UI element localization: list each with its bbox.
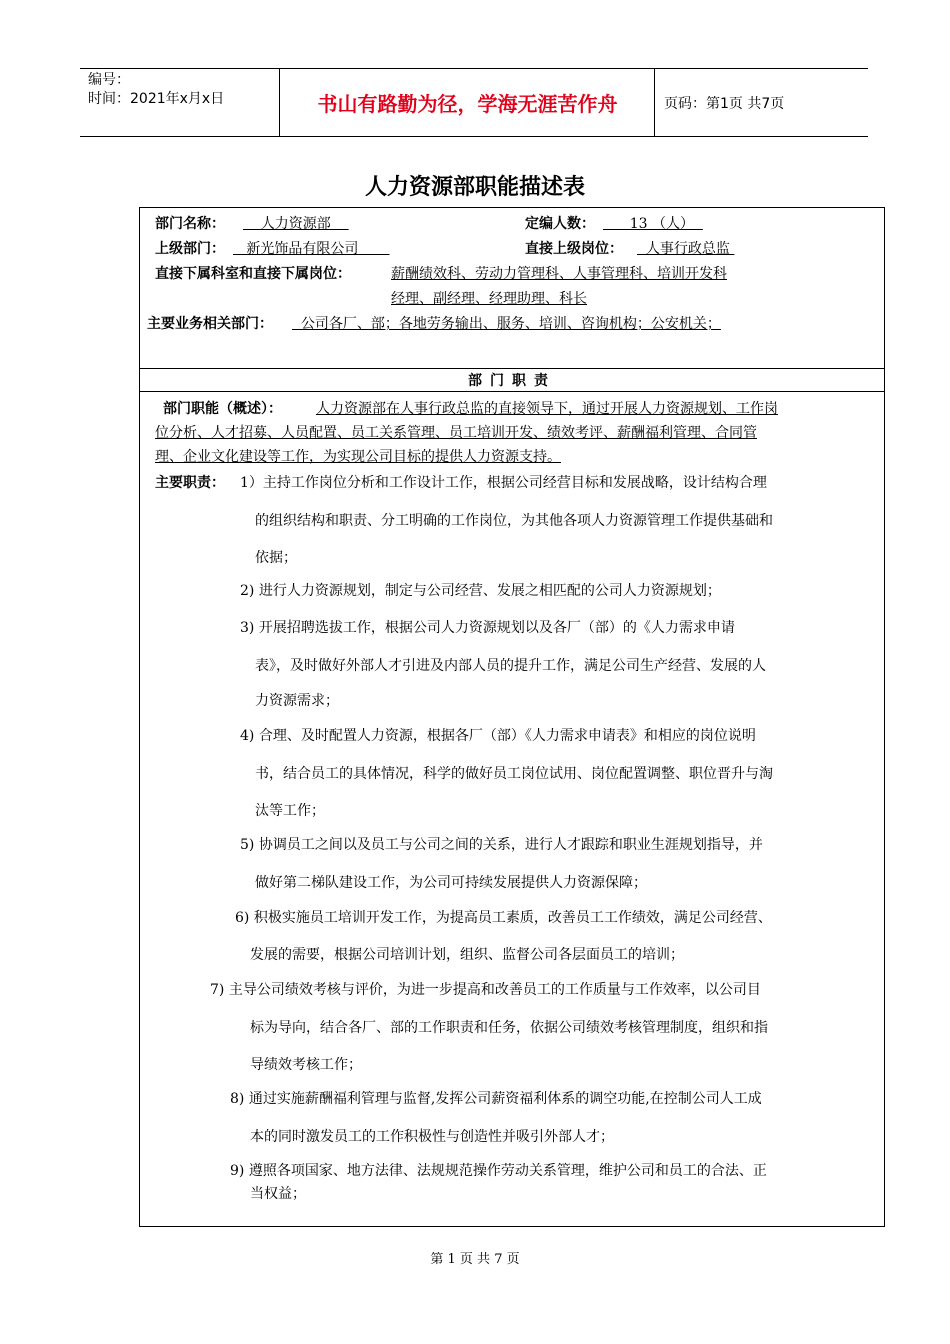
duty-line: 7) 主导公司绩效考核与评价，为进一步提高和改善员工的工作质量与工作效率，以公司目 <box>210 982 761 998</box>
duty-line: 力资源需求； <box>255 693 339 709</box>
section-title: 部门职责 <box>468 373 556 389</box>
duty-line: 做好第二梯队建设工作，为公司可持续发展提供人力资源保障； <box>255 875 647 891</box>
dept-name-value: 人力资源部 <box>243 216 349 232</box>
table-divider <box>139 368 885 369</box>
duty-line: 5) 协调员工之间以及员工与公司之间的关系，进行人才跟踪和职业生涯规划指导，并 <box>240 837 763 853</box>
related-depts-label: 主要业务相关部门： <box>147 316 273 332</box>
duty-line: 导绩效考核工作； <box>250 1057 362 1073</box>
duties-label: 主要职责： <box>155 475 225 491</box>
duty-line: 3) 开展招聘选拔工作，根据公司人力资源规划以及各厂（部）的《人力需求申请 <box>240 620 735 636</box>
table-divider <box>139 391 885 392</box>
duty-line: 依据； <box>255 550 297 566</box>
page-title: 人力资源部职能描述表 <box>364 175 585 200</box>
duty-line: 1）主持工作岗位分析和工作设计工作，根据公司经营目标和发展战略，设计结构合理 <box>240 475 767 491</box>
superior-dept-value: 新光饰品有限公司 <box>233 241 390 257</box>
duty-line: 汰等工作； <box>255 803 325 819</box>
duty-line: 当权益； <box>250 1186 306 1202</box>
superior-post-value: 人事行政总监 <box>637 241 735 257</box>
page-footer: 第 1 页 共 7 页 <box>430 1252 520 1267</box>
superior-post-label: 直接上级岗位： <box>525 241 623 257</box>
overview-line: 位分析、人才招募、人员配置、员工关系管理、员工培训开发、绩效考评、薪酬福利管理、合同管 <box>155 425 757 441</box>
subordinates-line-2: 经理、副经理、经理助理、科长 <box>391 291 587 307</box>
headcount-value: 13 （人） <box>603 216 703 232</box>
duty-line: 2) 进行人力资源规划，制定与公司经营、发展之相匹配的公司人力资源规划； <box>240 583 721 599</box>
subordinates-line-1: 薪酬绩效科、劳动力管理科、人事管理科、培训开发科 <box>391 266 727 282</box>
time-label: 时间：2021年x月x日 <box>88 91 225 107</box>
related-depts-value: 公司各厂、部；各地劳务输出、服务、培训、咨询机构；公安机关； <box>292 316 721 332</box>
overview-line: 人力资源部在人事行政总监的直接领导下，通过开展人力资源规划、工作岗 <box>316 401 778 417</box>
description-table <box>139 207 885 1227</box>
header-page-info: 页码：第1页 共7页 <box>664 95 785 112</box>
header-meta <box>80 69 280 136</box>
duty-line: 书，结合员工的具体情况，科学的做好员工岗位试用、岗位配置调整、职位晋升与淘 <box>255 766 773 782</box>
duty-line: 6) 积极实施员工培训开发工作，为提高员工素质，改善员工工作绩效，满足公司经营、 <box>235 910 772 926</box>
subordinates-label: 直接下属科室和直接下属岗位： <box>155 266 351 282</box>
duty-line: 4) 合理、及时配置人力资源，根据各厂（部）《人力需求申请表》和相应的岗位说明 <box>240 728 756 744</box>
duty-line: 8) 通过实施薪酬福利管理与监督,发挥公司薪资福利体系的调空功能,在控制公司人工成 <box>230 1091 762 1107</box>
document-header <box>80 68 868 137</box>
duty-line: 本的同时激发员工的工作积极性与创造性并吸引外部人才； <box>250 1129 614 1145</box>
overview-line: 理、企业文化建设等工作，为实现公司目标的提供人力资源支持。 <box>155 449 561 465</box>
duty-line: 标为导向，结合各厂、部的工作职责和任务，依据公司绩效考核管理制度，组织和指 <box>250 1020 768 1036</box>
duty-line: 表》，及时做好外部人才引进及内部人员的提升工作，满足公司生产经营、发展的人 <box>255 658 766 674</box>
dept-name-label: 部门名称： <box>155 216 225 232</box>
duty-line: 9) 遵照各项国家、地方法律、法规规范操作劳动关系管理，维护公司和员工的合法、正 <box>230 1163 767 1179</box>
headcount-label: 定编人数： <box>525 216 595 232</box>
duty-line: 的组织结构和职责、分工明确的工作岗位，为其他各项人力资源管理工作提供基础和 <box>255 513 773 529</box>
header-motto: 书山有路勤为径，学海无涯苦作舟 <box>281 69 655 136</box>
number-label: 编号： <box>88 72 130 88</box>
overview-label: 部门职能（概述）： <box>163 401 282 417</box>
superior-dept-label: 上级部门： <box>155 241 225 257</box>
duty-line: 发展的需要，根据公司培训计划，组织、监督公司各层面员工的培训； <box>250 947 684 963</box>
